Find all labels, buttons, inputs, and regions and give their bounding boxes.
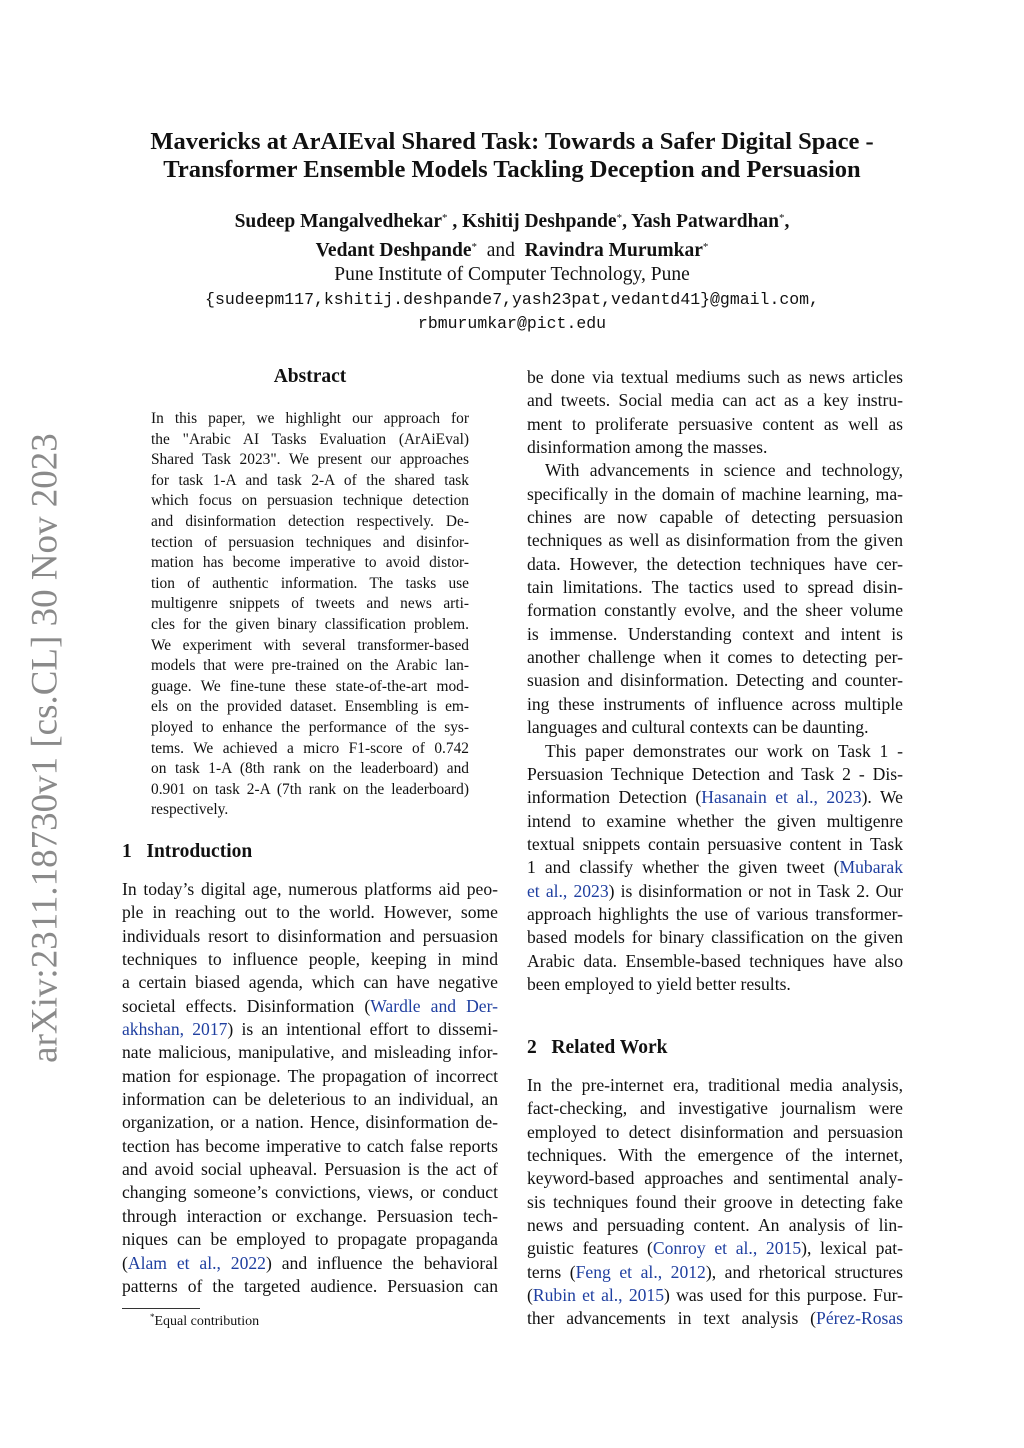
text-span: sis techniques found their groove in detecting fake — [527, 1191, 903, 1212]
text-span: news and persuading content. An analysis of lin- — [527, 1215, 903, 1236]
text-line — [527, 880, 903, 903]
text-line — [122, 948, 498, 971]
text-span: 1 and classify whether the given tweet ( — [527, 857, 840, 878]
text-span: formation constantly evolve, and the sheer volume — [527, 600, 903, 621]
text-line — [122, 1181, 498, 1204]
text-span: techniques as well as disinformation from the given — [527, 530, 903, 551]
section-heading-related-work — [527, 1037, 667, 1059]
text-line — [122, 901, 498, 924]
text-line — [151, 759, 469, 780]
text-line — [151, 409, 469, 430]
text-line — [527, 623, 903, 646]
right-column-body — [527, 366, 903, 996]
text-line — [151, 615, 469, 636]
text-span: ployed to enhance the performance of the sys- — [151, 718, 469, 736]
affiliation: Pune Institute of Computer Technology, Pune — [334, 264, 690, 285]
text-span: languages and cultural contexts can be daunting. — [527, 717, 869, 738]
text-span: and avoid social upheaval. Persuasion is the act of — [122, 1159, 498, 1180]
text-span: ) was used for this purpose. Fur- — [664, 1285, 903, 1306]
text-span: and disinformation detection respectively. De- — [151, 512, 469, 530]
text-line — [122, 1135, 498, 1158]
citation-link[interactable]: Alam et al., 2022 — [127, 1252, 266, 1273]
text-span: 0.901 on task 2-A (7th rank on the leaderboard) — [151, 780, 469, 798]
text-line — [527, 1121, 903, 1144]
text-span: be done via textual mediums such as news articles — [527, 367, 903, 387]
text-span: changing someone’s convictions, views, or conduct — [122, 1182, 498, 1203]
text-line — [151, 430, 469, 451]
text-span: We experiment with several transformer-based — [151, 636, 469, 654]
text-line — [527, 1237, 903, 1260]
text-span: multigenre snippets of tweets and news arti- — [151, 595, 469, 613]
author-emails: rbmurumkar@pict.edu — [417, 314, 607, 333]
text-span: chines are now capable of detecting persuasion — [527, 507, 903, 528]
text-line — [527, 973, 903, 996]
text-span: textual snippets contain persuasive content in Task — [527, 833, 903, 854]
text-span: In today’s digital age, numerous platforms aid peo- — [122, 879, 498, 899]
text-line — [527, 1167, 903, 1190]
text-span: information Detection ( — [527, 787, 702, 808]
text-span: mation for espionage. The propagation of incorrect — [122, 1065, 498, 1086]
author-block: Sudeep Mangalvedhekar* , Kshitij Deshpande*, Yash Patwardhan*, Vedant Deshpande* and Ravindra Murumkar* Pune Institute of Computer Technology, Pune {sudeepm117,kshitij.deshpande7,yash23pat,vedantd41}@gmail.com, rbmurumkar@pict.edu — [0, 206, 1024, 337]
section-heading-introduction — [122, 841, 252, 863]
equal-contribution-mark: * — [442, 212, 448, 224]
text-line — [527, 1307, 903, 1330]
text-span: organization, or a nation. Hence, disinformation de- — [122, 1112, 498, 1133]
text-span: fact-checking, and investigative journalism were — [527, 1098, 903, 1119]
text-span: techniques to influence people, keeping in mind — [122, 949, 498, 970]
author-name: Vedant Deshpande — [315, 239, 472, 261]
text-line — [527, 833, 903, 856]
text-span: suasion and disinformation. Detecting and counter- — [527, 670, 903, 691]
text-span: individuals resort to disinformation and persuasion — [122, 925, 498, 946]
text-span: specifically in the domain of machine learning, ma- — [527, 483, 903, 504]
arxiv-stamp: arXiv:2311.18730v1 [cs.CL] 30 Nov 2023 — [24, 433, 66, 1063]
text-span: models that were pre-trained on the Arabic lan- — [151, 657, 469, 675]
text-line — [151, 533, 469, 554]
text-line — [527, 716, 903, 739]
text-line — [527, 856, 903, 879]
text-line — [527, 740, 903, 763]
text-line — [527, 389, 903, 412]
text-span: data. However, the detection techniques have cer- — [527, 553, 903, 574]
text-span: approach highlights the use of various transformer- — [527, 903, 903, 924]
text-span: the "Arabic AI Tasks Evaluation (ArAiEval) — [151, 430, 469, 448]
text-line — [527, 1261, 903, 1284]
citation-link[interactable]: Rubin et al., 2015 — [532, 1285, 665, 1306]
title-line: Mavericks at ArAIEval Shared Task: Towards a Safer Digital Space - — [150, 128, 874, 155]
text-line — [151, 574, 469, 595]
text-span: Persuasion Technique Detection and Task 2 - Dis- — [527, 763, 903, 784]
equal-contribution-mark: * — [616, 212, 623, 224]
equal-contribution-mark: * — [702, 240, 709, 253]
text-line — [527, 599, 903, 622]
text-span: tection of persuasion techniques and disinfor- — [151, 533, 469, 551]
text-line — [527, 1097, 903, 1120]
text-line — [122, 1158, 498, 1181]
text-line — [151, 471, 469, 492]
text-span: through interaction or exchange. Persuasion tech- — [122, 1205, 498, 1226]
author-name: Sudeep Mangalvedhekar — [234, 211, 443, 232]
text-line — [527, 763, 903, 786]
citation-link[interactable]: Pérez-Rosas — [816, 1308, 903, 1329]
text-span: another challenge when it comes to detecting per- — [527, 647, 903, 668]
text-span: intend to examine whether the given multigenre — [527, 810, 903, 831]
text-line — [527, 786, 903, 809]
text-span: based models for binary classification on the given — [527, 927, 903, 948]
text-span: ). We — [861, 787, 903, 808]
text-line — [151, 512, 469, 533]
text-span: cles for the given binary classification problem. — [151, 615, 469, 633]
text-line — [527, 553, 903, 576]
text-line — [527, 1074, 903, 1097]
text-line — [122, 1065, 498, 1088]
text-span: nate malicious, manipulative, and misleading infor- — [122, 1042, 498, 1063]
text-line — [122, 1111, 498, 1134]
title-line: Transformer Ensemble Models Tackling Deception and Persuasion — [163, 156, 861, 183]
text-span: respectively. — [151, 801, 229, 819]
text-span: ment to proliferate persuasive content as well as — [527, 413, 903, 434]
abstract-body — [151, 409, 469, 821]
paper-title — [0, 128, 1024, 184]
text-line — [122, 995, 498, 1018]
text-span: employed to detect disinformation and persuasion — [527, 1121, 903, 1142]
text-line — [122, 1088, 498, 1111]
text-span: This paper demonstrates our work on Task 1 - — [545, 740, 903, 761]
text-line — [122, 1018, 498, 1041]
text-span: for task 1-A and task 2-A of the shared task — [151, 471, 469, 489]
text-span: techniques. With the emergence of the internet, — [527, 1145, 903, 1166]
text-line — [151, 718, 469, 739]
text-line — [151, 553, 469, 574]
citation-link[interactable]: Feng et al., 2012 — [575, 1261, 706, 1282]
text-line — [527, 506, 903, 529]
text-line — [122, 925, 498, 948]
text-span: tection has become imperative to catch false reports — [122, 1135, 498, 1156]
text-line — [151, 491, 469, 512]
footnote — [150, 1312, 259, 1330]
text-span: ) is an intentional effort to dissemi- — [227, 1019, 498, 1040]
equal-contribution-mark: * — [779, 212, 785, 224]
text-span: on task 1-A (8th rank on the leaderboard) and — [151, 760, 469, 778]
author-name: Kshitij Deshpande — [462, 211, 617, 232]
text-line — [122, 1228, 498, 1251]
citation-link[interactable]: Mubarak — [839, 857, 903, 878]
text-line — [527, 903, 903, 926]
text-span: ple in reaching out to the world. However, some — [122, 902, 498, 923]
text-line — [151, 697, 469, 718]
text-line — [151, 739, 469, 760]
text-span: terns ( — [527, 1261, 576, 1282]
section-title: Introduction — [146, 841, 253, 862]
text-line — [527, 669, 903, 692]
footnote-mark: * — [150, 1312, 155, 1322]
citation-link[interactable]: akhshan, 2017 — [122, 1019, 228, 1040]
equal-contribution-mark: * — [471, 240, 477, 253]
text-line — [527, 926, 903, 949]
text-span: ), and rhetorical structures — [705, 1261, 903, 1282]
text-span: ing these instruments of influence across multiple — [527, 693, 903, 714]
text-span: information can be deleterious to an individual, an — [122, 1089, 498, 1110]
text-span: ) is disinformation or not in Task 2. Our — [608, 880, 903, 901]
text-line — [151, 677, 469, 698]
text-span: been employed to yield better results. — [527, 973, 791, 994]
text-line — [527, 483, 903, 506]
citation-link[interactable]: Wardle and Der- — [370, 995, 498, 1016]
section-number: 1 — [122, 841, 132, 862]
text-line — [527, 436, 903, 459]
text-line — [122, 878, 498, 901]
text-span: els on the provided dataset. Ensembling is em- — [151, 698, 469, 716]
text-line — [527, 646, 903, 669]
section-title: Related Work — [551, 1037, 668, 1058]
citation-link[interactable]: Hasanain et al., 2023 — [701, 787, 862, 808]
text-line — [122, 1252, 498, 1275]
text-line — [527, 810, 903, 833]
text-span: patterns of the targeted audience. Persuasion can — [122, 1275, 498, 1296]
text-span: ther advancements in text analysis ( — [527, 1308, 817, 1329]
text-line — [527, 366, 903, 389]
text-line — [527, 1214, 903, 1237]
text-line — [527, 1144, 903, 1167]
citation-link[interactable]: et al., 2023 — [527, 880, 609, 901]
text-span: ( — [527, 1285, 533, 1306]
text-span: In this paper, we highlight our approach for — [151, 410, 469, 427]
text-line — [527, 693, 903, 716]
introduction-body — [122, 878, 498, 1298]
text-line — [151, 800, 469, 821]
footnote-text: Equal contribution — [154, 1314, 260, 1329]
text-span: With advancements in science and technology, — [545, 460, 903, 481]
text-span: which focus on persuasion technique detection — [151, 492, 469, 510]
text-span: ) and influence the behavioral — [265, 1252, 498, 1273]
text-line — [527, 459, 903, 482]
text-line — [151, 780, 469, 801]
text-span: tems. We achieved a micro F1-score of 0.742 — [151, 739, 469, 757]
author-emails: {sudeepm117,kshitij.deshpande7,yash23pat,vedantd41}@gmail.com, — [205, 289, 819, 309]
text-span: disinformation among the masses. — [527, 437, 768, 458]
text-span: tion of authentic information. The tasks use — [151, 574, 469, 592]
text-line — [527, 529, 903, 552]
author-name: Yash Patwardhan — [631, 211, 780, 232]
text-span: guistic features ( — [527, 1238, 653, 1259]
text-span: ( — [122, 1252, 128, 1273]
footnote-divider — [122, 1308, 200, 1309]
text-line — [122, 1041, 498, 1064]
text-line — [151, 636, 469, 657]
text-line — [122, 1205, 498, 1228]
text-line — [151, 594, 469, 615]
text-span: a certain biased agenda, which can have negative — [122, 972, 498, 993]
section-number: 2 — [527, 1037, 537, 1058]
text-span: guage. We fine-tune these state-of-the-art mod- — [151, 677, 469, 695]
text-span: is immense. Understanding context and intent is — [527, 623, 903, 644]
text-span: ), lexical pat- — [801, 1238, 904, 1259]
text-span: Arabic data. Ensemble-based techniques have also — [527, 950, 903, 971]
text-span: niques can be employed to propagate propaganda — [122, 1229, 498, 1250]
text-line — [122, 1275, 498, 1298]
author-name: Ravindra Murumkar — [524, 239, 703, 261]
text-span: mation has become imperative to avoid distor- — [151, 554, 469, 572]
related-work-body — [527, 1074, 903, 1331]
text-span: Shared Task 2023". We present our approaches — [151, 451, 469, 469]
text-line — [151, 656, 469, 677]
citation-link[interactable]: Conroy et al., 2015 — [652, 1238, 802, 1259]
text-line — [527, 413, 903, 436]
text-span: tain limitations. The tactics used to spread disin- — [527, 577, 903, 598]
and-text: and — [486, 239, 515, 261]
text-line — [151, 450, 469, 471]
text-span: and tweets. Social media can act as a key instru- — [527, 390, 903, 411]
abstract-heading: Abstract — [273, 366, 347, 387]
text-span: keyword-based approaches and sentimental analy- — [527, 1168, 903, 1189]
text-line — [527, 1191, 903, 1214]
text-span: In the pre-internet era, traditional media analysis, — [527, 1075, 903, 1095]
text-line — [527, 576, 903, 599]
text-line — [527, 950, 903, 973]
text-span: societal effects. Disinformation ( — [122, 995, 371, 1016]
text-line — [122, 971, 498, 994]
text-line — [527, 1284, 903, 1307]
